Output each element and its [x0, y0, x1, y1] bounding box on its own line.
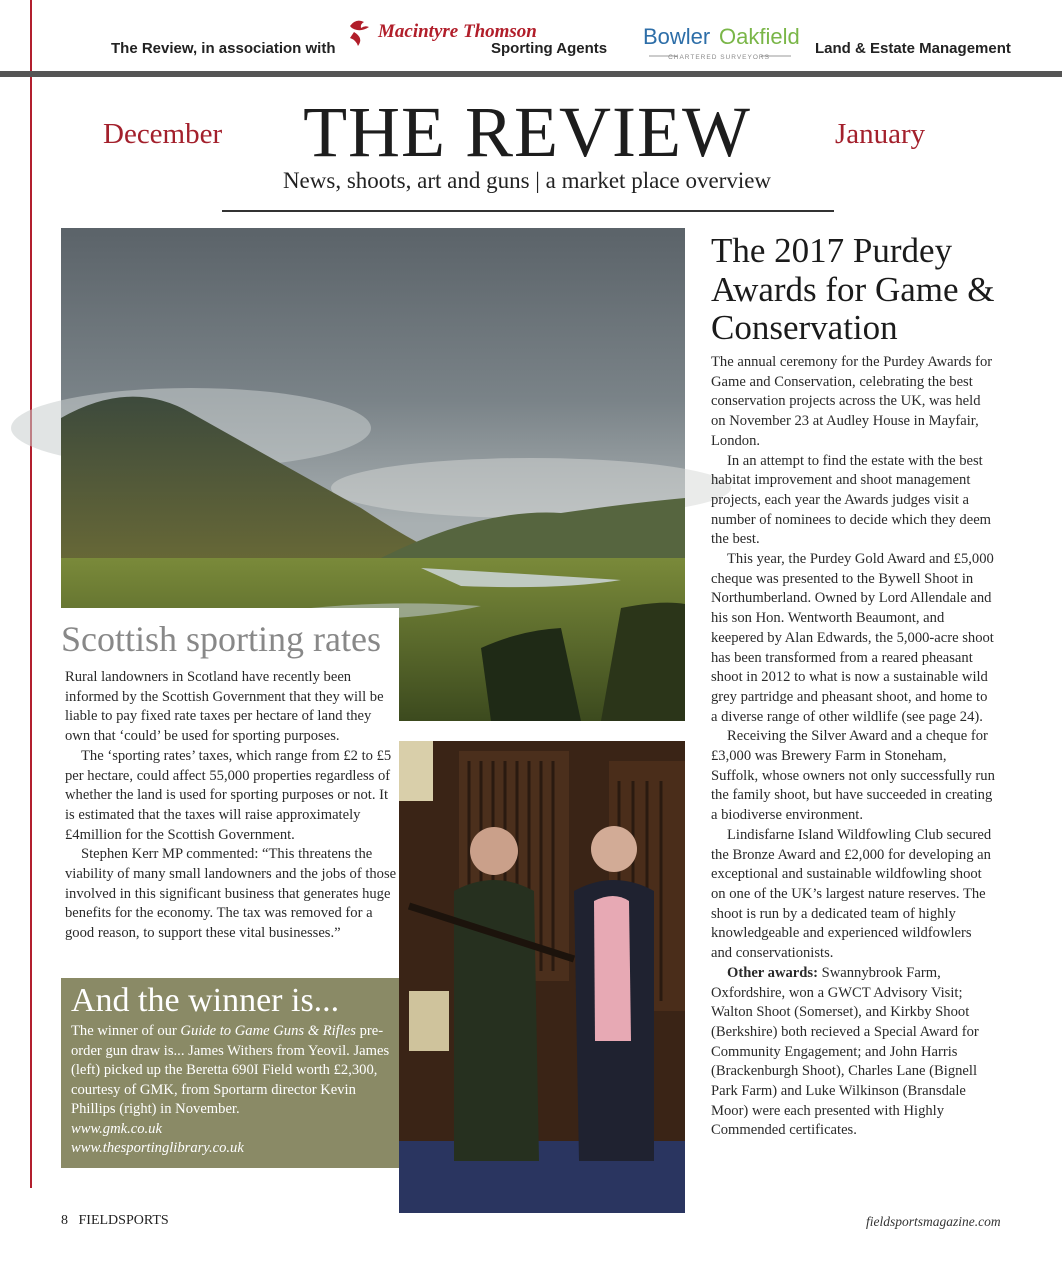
page-title: THE REVIEW: [303, 92, 751, 172]
magazine-name: FIELDSPORTS: [78, 1213, 169, 1228]
sponsor1-role: Sporting Agents: [491, 40, 608, 57]
page-footer-left: [61, 1213, 169, 1229]
margin-rule: [30, 0, 32, 1188]
winner-guide-title: Guide to Game Guns & Rifles: [180, 1023, 356, 1039]
purdey-paragraph: [711, 964, 996, 1141]
purdey-paragraph: The annual ceremony for the Purdey Awards for Game and Conservation, celebrating the best conservation projects across the UK, was held on November 23 at Audley House in Mayfair, London.: [711, 354, 993, 449]
masthead-underline: [222, 210, 834, 212]
winner-body: [71, 1022, 391, 1159]
page-subtitle: News, shoots, art and guns | a market place overview: [282, 168, 772, 193]
other-awards-text: Swannybrook Farm, Oxfordshire, won a GWCT Advisory Visit; Walton Shoot (Somerset), and Kirkby Shoot (Berkshire) both recieved a Special Award for Community Engagement; and John Harris (Brackenburgh Shoot), Charles Lane (Bignell Park Farm) and Luke Wilkinson (Bransdale Moor) were each presented with Highly Commended certificates.: [711, 964, 979, 1139]
sporting-library-link-text[interactable]: www.thesportinglibrary.co.uk: [71, 1140, 244, 1156]
gmk-link-text[interactable]: www.gmk.co.uk: [71, 1120, 162, 1137]
bowler-oakfield-tagline: CHARTERED SURVEYORS: [668, 54, 770, 61]
scottish-rates-paragraph: Rural landowners in Scotland have recently been informed by the Scottish Government that they will be liable to pay fixed rate taxes per hectare of land they own that ‘could’ be used for sporting purposes.: [65, 669, 384, 745]
gmk-link[interactable]: [71, 1120, 391, 1140]
sponsor-intro: The Review, in association with: [111, 40, 336, 57]
winner-text-lead: The winner of our: [71, 1023, 181, 1039]
header-divider: [0, 71, 1062, 77]
month-left: December: [103, 118, 223, 150]
sponsor2-role: Land & Estate Management: [815, 40, 1011, 57]
scottish-rates-paragraph: The ‘sporting rates’ taxes, which range from £2 to £5 per hectare, could affect 55,000 properties regardless of whether the land is used for sporting purposes or not. It is estimated that the taxes will raise approximately £4million for the Scottish Government.: [65, 747, 392, 843]
purdey-awards-body: [711, 353, 996, 1141]
bowler-oakfield-logo: [641, 22, 800, 62]
winner-text-rest: pre-order gun draw is... James Withers from Yeovil. James (left) picked up the Beretta 690I Field worth £2,300, courtesy of GMK, from Sportarm director Kevin Phillips (right) in November.: [71, 1023, 390, 1117]
macintyre-thomson-logo: [344, 16, 537, 62]
bowler-wordmark: Bowler: [643, 24, 711, 49]
winner-title: And the winner is...: [71, 982, 340, 1019]
magazine-website[interactable]: fieldsportsmagazine.com: [866, 1214, 1001, 1229]
gun-presentation-photo: [399, 741, 685, 1213]
month-right: January: [835, 118, 926, 150]
oakfield-wordmark: Oakfield: [719, 24, 800, 49]
purdey-paragraph: In an attempt to find the estate with the best habitat improvement and shoot management projects, each year the Awards judges visit a number of nominees to decide which they deem the best.: [711, 452, 992, 548]
sporting-library-link[interactable]: [71, 1139, 391, 1159]
purdey-paragraph: Lindisfarne Island Wildfowling Club secured the Bronze Award and £2,000 for developing an exceptional and sustainable wildfowling shoot on one of the UK’s largest nature reserves. The shoot is run by a dedicated team of highly knowledgeable and experienced wildfowlers and conservationists.: [711, 826, 992, 962]
purdey-awards-title: The 2017 Purdey Awards for Game & Conservation: [711, 231, 995, 347]
macintyre-thomson-wordmark: Macintyre Thomson: [378, 21, 537, 42]
scottish-rates-title: Scottish sporting rates: [61, 619, 381, 659]
winner-paragraph: [71, 1022, 391, 1120]
other-awards-lead: Other awards:: [727, 964, 818, 981]
purdey-paragraph: This year, the Purdey Gold Award and £5,000 cheque was presented to the Bywell Shoot in Northumberland. Owned by Lord Allendale and his son Hon. Wentworth Beaumont, and keepered by Alan Edwards, the 5,000-acre shoot has been transformed from a reared pheasant shoot in 2012 to what is now a sustainable wild grey partridge and pheasant shoot, and home to a diverse range of other wildlife (see page 24).: [711, 551, 994, 725]
scottish-rates-body: [65, 668, 399, 944]
purdey-paragraph: Receiving the Silver Award and a cheque for £3,000 was Brewery Farm in Stoneham, Suffolk, whose owners not only successfully run the family shoot, but have succeeded in creating a biodiverse environment.: [711, 728, 995, 824]
scottish-rates-paragraph: Stephen Kerr MP commented: “This threatens the viability of many small landowners and the jobs of those involved in this significant business that generates huge benefits for the economy. The tax was removed for a good reason, to support these vital businesses.”: [65, 846, 397, 942]
page-number: 8: [61, 1213, 68, 1228]
